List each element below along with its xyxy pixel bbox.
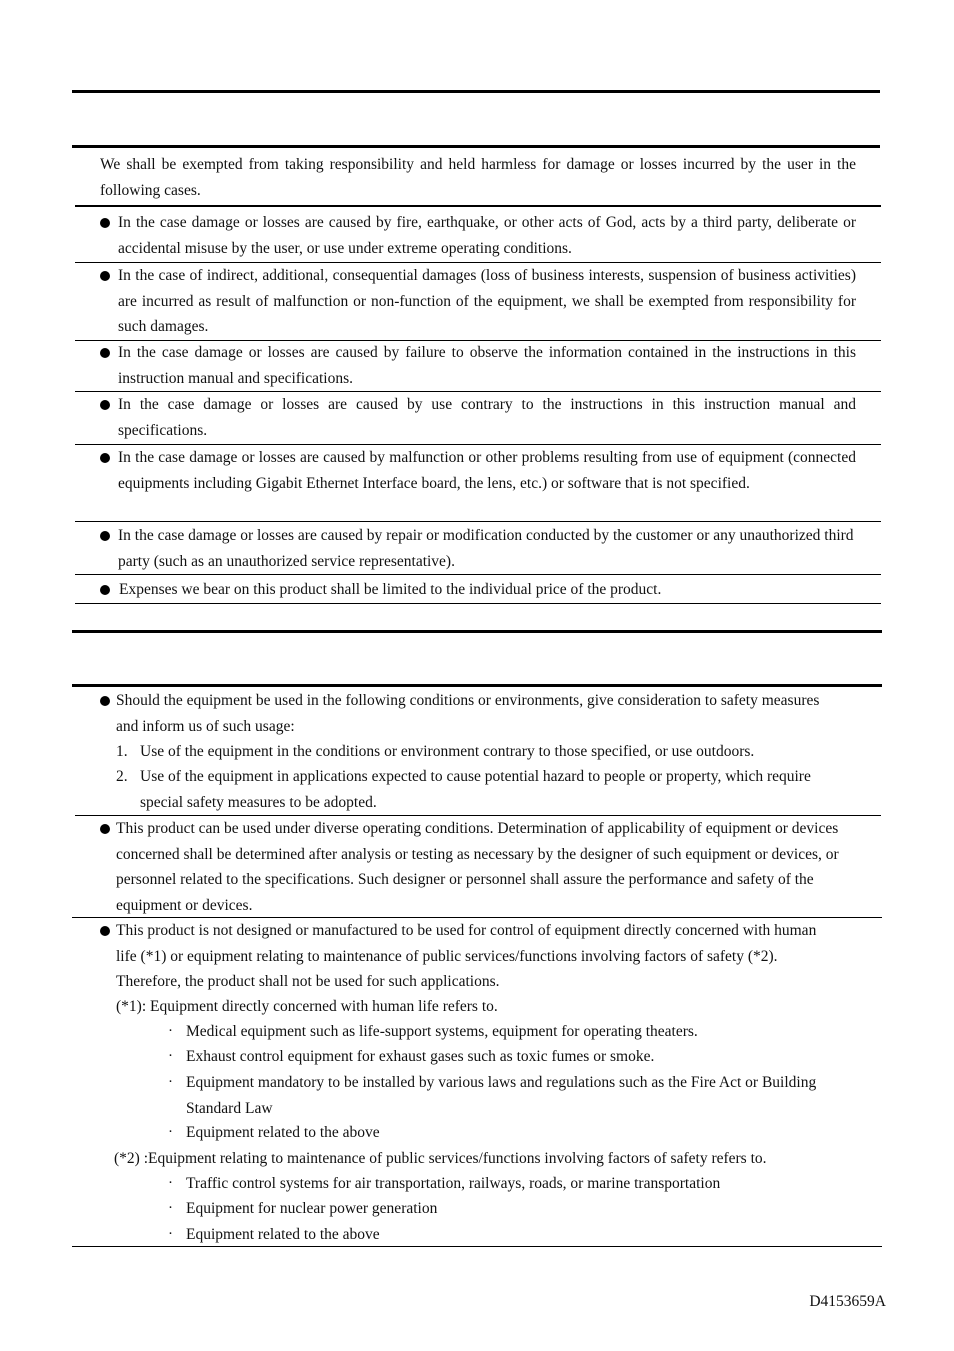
document-id: D4153659A — [809, 1293, 886, 1310]
disclaimer-item — [100, 577, 856, 603]
divider — [75, 521, 881, 522]
item-number: 2. — [116, 768, 128, 785]
usage-item-text: This product is not designed or manufactured to be used for control of equipment directly concerned with human life (*1) or equipment relating to maintenance of public services/functions involving factors of safety (*2). Therefore, the product shall not be used for such applications. — [116, 922, 817, 990]
note-list-item — [168, 1196, 828, 1222]
divider — [72, 1246, 882, 1247]
disclaimer-item-text: In the case damage or losses are caused by malfunction or other problems resulting from use of equipment (connected equipments including Gigabit Ethernet Interface board, the lens, etc.) or software that is not specified. — [118, 449, 856, 492]
middot-icon: · — [168, 1175, 173, 1191]
usage-item — [100, 918, 840, 995]
usage-item — [100, 816, 852, 918]
note-list-text: Exhaust control equipment for exhaust gases such as toxic fumes or smoke. — [186, 1048, 655, 1065]
disclaimer-top-rule — [72, 145, 880, 148]
middot-icon: · — [168, 1226, 173, 1242]
bullet-icon — [100, 696, 110, 706]
note-2-heading: (*2) :Equipment relating to maintenance of public services/functions involving factors of safety refers to. — [114, 1150, 767, 1167]
bullet-icon — [100, 531, 110, 541]
disclaimer-item-text: Expenses we bear on this product shall be limited to the individual price of the product. — [119, 581, 662, 598]
disclaimer-item-text: In the case damage or losses are caused by fire, earthquake, or other acts of God, acts by a third party, deliberate or accidental misuse by the user, or use under extreme operating conditions. — [118, 214, 856, 257]
disclaimer-item — [100, 340, 856, 391]
bullet-icon — [100, 824, 110, 834]
note-list-text: Medical equipment such as life-support systems, equipment for operating theaters. — [186, 1023, 698, 1040]
note-list-text: Equipment for nuclear power generation — [186, 1200, 438, 1217]
disclaimer-item-text: In the case of indirect, additional, consequential damages (loss of business interests, suspension of business activities) are incurred as result of malfunction or non-function of the equipment, we shall be exempted from responsibility for such damages. — [118, 267, 856, 335]
note-list-item — [168, 1222, 828, 1248]
disclaimer-item — [100, 210, 856, 261]
disclaimer-item-text: In the case damage or losses are caused by repair or modification conducted by the customer or any unauthorized third party (such as an unauthorized service representative). — [118, 527, 854, 570]
divider — [75, 205, 881, 207]
middot-icon: · — [168, 1124, 173, 1140]
note-list-text: Equipment related to the above — [186, 1124, 380, 1141]
disclaimer-item-text: In the case damage or losses are caused by failure to observe the information contained in the instructions in this instruction manual and specifications. — [118, 344, 856, 387]
bullet-icon — [100, 453, 110, 463]
numbered-item-text: Use of the equipment in the conditions or environment contrary to those specified, or use outdoors. — [140, 743, 755, 760]
bullet-icon — [100, 400, 110, 410]
note-list-item — [168, 1044, 828, 1070]
middot-icon: · — [168, 1048, 173, 1064]
numbered-item-text: Use of the equipment in applications expected to cause potential hazard to people or property, which require special safety measures to be adopted. — [140, 768, 811, 811]
disclaimer-item — [100, 392, 856, 443]
numbered-item — [116, 764, 836, 815]
item-number: 1. — [116, 743, 128, 760]
bullet-icon — [100, 218, 110, 228]
note-list-item — [168, 1070, 828, 1121]
bullet-icon — [100, 271, 110, 281]
usage-item-text: This product can be used under diverse operating conditions. Determination of applicability of equipment or devices concerned shall be determined after analysis or testing as necessary by the designer of such equipment or devices, or personnel related to the specifications. Such designer or personnel shall assure the performance and safety of the equipment or devices. — [116, 820, 839, 914]
bullet-icon — [100, 926, 110, 936]
note-list-text: Traffic control systems for air transportation, railways, roads, or marine transportation — [186, 1175, 721, 1192]
disclaimer-item — [100, 263, 856, 340]
usage-item-text: Should the equipment be used in the following conditions or environments, give consideration to safety measures and inform us of such usage: — [116, 692, 820, 735]
divider — [75, 574, 881, 575]
middot-icon: · — [168, 1074, 173, 1090]
middot-icon: · — [168, 1200, 173, 1216]
disclaimer-item-text: In the case damage or losses are caused by use contrary to the instructions in this instruction manual and specifications. — [118, 396, 856, 439]
note-list-item — [168, 1171, 828, 1197]
numbered-item — [116, 739, 836, 765]
section-rule — [72, 630, 882, 633]
bullet-icon — [100, 348, 110, 358]
divider — [75, 603, 881, 604]
note-list-item — [168, 1019, 828, 1045]
disclaimer-item — [100, 445, 856, 496]
top-rule — [72, 90, 880, 93]
note-list-text: Equipment related to the above — [186, 1226, 380, 1243]
note-1-heading: (*1): Equipment directly concerned with human life refers to. — [116, 998, 498, 1015]
note-list-text: Equipment mandatory to be installed by various laws and regulations such as the Fire Act or Building Standard Law — [186, 1074, 817, 1117]
usage-item — [100, 688, 840, 739]
usage-top-rule — [72, 684, 882, 687]
middot-icon: · — [168, 1023, 173, 1039]
bullet-icon — [100, 585, 110, 595]
disclaimer-intro: We shall be exempted from taking responsibility and held harmless for damage or losses incurred by the user in the following cases. — [100, 156, 856, 199]
note-list-item — [168, 1120, 828, 1146]
disclaimer-item — [100, 523, 856, 574]
